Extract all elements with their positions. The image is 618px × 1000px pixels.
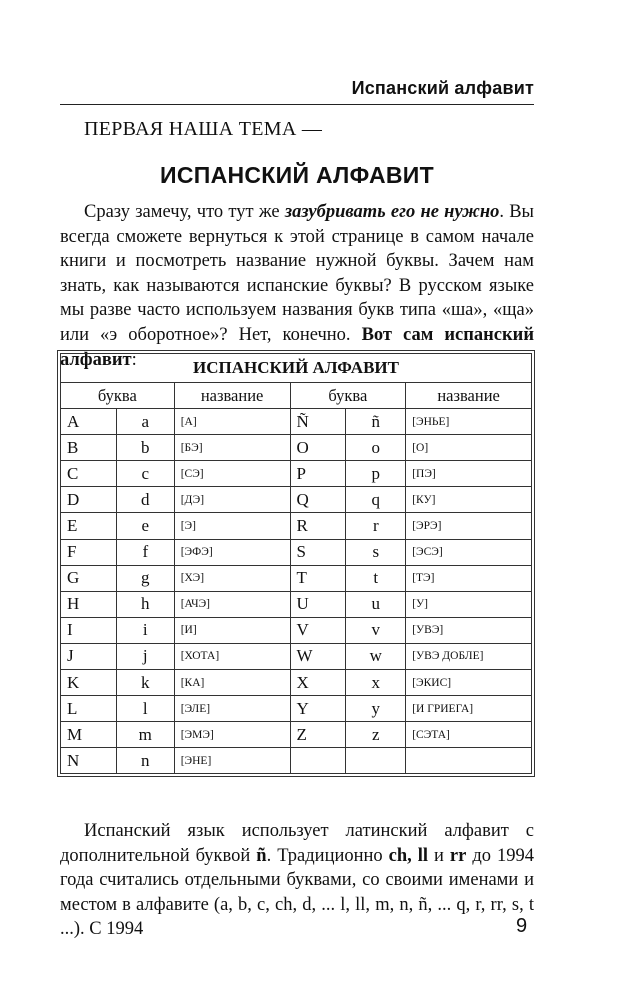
cell-lower-right: r <box>346 513 406 539</box>
cell-lower-left: b <box>116 435 174 461</box>
intro-emphasis: зазубривать его не нужно <box>284 202 500 222</box>
cell-upper-right: U <box>290 591 346 617</box>
cell-lower-left: m <box>116 722 174 748</box>
cell-upper-left: G <box>61 565 117 591</box>
running-head: Испанский алфавит <box>351 78 534 98</box>
cell-upper-left: B <box>61 435 117 461</box>
closing-text-3: и <box>428 845 450 866</box>
cell-name-right: [УВЭ] <box>406 617 532 643</box>
cell-upper-left: L <box>61 696 117 722</box>
cell-upper-right: S <box>290 539 346 565</box>
table-row <box>61 696 532 722</box>
closing-bold-rr: rr <box>449 845 467 866</box>
closing-bold-enye: ñ <box>256 845 267 866</box>
intro-text-2: . Вы всегда сможете вернуться к этой странице в самом начале книги и посмотреть название нужной буквы. Зачем нам знать, как называются испанские буквы? В русском языке мы разве часто используем названия букв типа «ша», «ща» или «э оборотное»? Нет, конечно. <box>60 202 534 345</box>
intro-text-1: Сразу замечу, что тут же <box>84 202 285 222</box>
intro-paragraph <box>60 200 534 372</box>
cell-upper-left: D <box>61 487 117 513</box>
cell-upper-left: C <box>61 461 117 487</box>
cell-name-left: [ЭЛЕ] <box>174 696 290 722</box>
cell-name-left: [ХЭ] <box>174 565 290 591</box>
cell-lower-right: ñ <box>346 409 406 435</box>
cell-upper-left: I <box>61 617 117 643</box>
cell-name-right: [ТЭ] <box>406 565 532 591</box>
cell-name-left: [СЭ] <box>174 461 290 487</box>
cell-upper-right: O <box>290 435 346 461</box>
cell-upper-left: N <box>61 748 117 774</box>
cell-lower-right: x <box>346 670 406 696</box>
alphabet-table <box>60 353 532 774</box>
cell-upper-right: R <box>290 513 346 539</box>
cell-lower-left: a <box>116 409 174 435</box>
cell-lower-left: n <box>116 748 174 774</box>
cell-lower-right: o <box>346 435 406 461</box>
cell-lower-right: s <box>346 539 406 565</box>
closing-text-2: . Традиционно <box>266 845 389 866</box>
cell-upper-left: J <box>61 643 117 669</box>
cell-upper-right: W <box>290 643 346 669</box>
cell-name-right: [О] <box>406 435 532 461</box>
page-number: 9 <box>516 915 528 937</box>
header-name-left: название <box>174 383 290 409</box>
cell-name-left: [А] <box>174 409 290 435</box>
cell-lower-left: l <box>116 696 174 722</box>
section-kicker: ПЕРВАЯ НАША ТЕМА — <box>84 118 323 140</box>
cell-name-right: [ПЭ] <box>406 461 532 487</box>
cell-upper-left: A <box>61 409 117 435</box>
closing-text-4: до 1994 года считались отдельными буквами, со своими именами и местом в алфавите (a, b, c, ch, d, ... l, ll, m, n, ñ, ... q, r, rr, s, t ...). С 1994 <box>60 845 534 940</box>
cell-upper-right: V <box>290 617 346 643</box>
cell-lower-right: z <box>346 722 406 748</box>
intro-colon: : <box>131 349 137 370</box>
cell-lower-right: t <box>346 565 406 591</box>
table-row <box>61 565 532 591</box>
cell-name-right: [КУ] <box>406 487 532 513</box>
cell-name-right: [У] <box>406 591 532 617</box>
closing-bold-ch-ll: ch, ll <box>388 845 429 866</box>
table-row <box>61 539 532 565</box>
header-divider <box>60 104 534 105</box>
cell-name-right: [ЭСЭ] <box>406 539 532 565</box>
cell-name-right <box>406 748 532 774</box>
header-letter-left: буква <box>61 383 175 409</box>
cell-upper-left: M <box>61 722 117 748</box>
table-caption: ИСПАНСКИЙ АЛФАВИТ <box>61 354 532 383</box>
cell-upper-right: P <box>290 461 346 487</box>
cell-lower-left: h <box>116 591 174 617</box>
cell-name-right: [ЭРЭ] <box>406 513 532 539</box>
table-row <box>61 643 532 669</box>
intro-bold-lead: Вот сам испанский алфавит <box>60 324 534 370</box>
cell-name-left: [ХОТА] <box>174 643 290 669</box>
cell-lower-right: p <box>346 461 406 487</box>
cell-name-right: [ЭНЬЕ] <box>406 409 532 435</box>
cell-name-left: [ЭНЕ] <box>174 748 290 774</box>
table-row <box>61 461 532 487</box>
header-letter-right: буква <box>290 383 406 409</box>
cell-upper-left: E <box>61 513 117 539</box>
cell-name-left: [ЭМЭ] <box>174 722 290 748</box>
cell-lower-left: k <box>116 670 174 696</box>
table-row <box>61 513 532 539</box>
cell-upper-left: F <box>61 539 117 565</box>
cell-upper-right: X <box>290 670 346 696</box>
table-row <box>61 409 532 435</box>
cell-name-right: [ЭКИС] <box>406 670 532 696</box>
cell-lower-left: e <box>116 513 174 539</box>
cell-upper-left: K <box>61 670 117 696</box>
table-body <box>61 409 532 774</box>
table-row <box>61 591 532 617</box>
cell-lower-left: f <box>116 539 174 565</box>
table-row <box>61 435 532 461</box>
cell-name-left: [ДЭ] <box>174 487 290 513</box>
cell-name-right: [УВЭ ДОБЛЕ] <box>406 643 532 669</box>
cell-name-left: [И] <box>174 617 290 643</box>
cell-lower-right: v <box>346 617 406 643</box>
cell-name-left: [Э] <box>174 513 290 539</box>
table-row <box>61 748 532 774</box>
cell-name-left: [АЧЭ] <box>174 591 290 617</box>
table-row <box>61 670 532 696</box>
cell-name-left: [КА] <box>174 670 290 696</box>
cell-upper-left: H <box>61 591 117 617</box>
cell-name-right: [СЭТА] <box>406 722 532 748</box>
cell-name-left: [ЭФЭ] <box>174 539 290 565</box>
cell-upper-right: Ñ <box>290 409 346 435</box>
cell-upper-right: T <box>290 565 346 591</box>
page-title: ИСПАНСКИЙ АЛФАВИТ <box>160 162 434 188</box>
cell-name-right: [И ГРИЕГА] <box>406 696 532 722</box>
cell-lower-right: y <box>346 696 406 722</box>
cell-lower-left: d <box>116 487 174 513</box>
cell-lower-left: c <box>116 461 174 487</box>
cell-lower-right: q <box>346 487 406 513</box>
cell-lower-right: w <box>346 643 406 669</box>
header-name-right: название <box>406 383 532 409</box>
cell-lower-left: g <box>116 565 174 591</box>
cell-lower-left: j <box>116 643 174 669</box>
table-row <box>61 617 532 643</box>
table-row <box>61 722 532 748</box>
cell-lower-right: u <box>346 591 406 617</box>
table-row <box>61 487 532 513</box>
cell-upper-right: Z <box>290 722 346 748</box>
cell-upper-right: Y <box>290 696 346 722</box>
cell-lower-left: i <box>116 617 174 643</box>
cell-name-left: [БЭ] <box>174 435 290 461</box>
closing-paragraph <box>60 819 534 942</box>
cell-upper-right <box>290 748 346 774</box>
closing-text-1: Испанский язык использует латинский алфавит с дополнительной буквой <box>60 821 534 866</box>
cell-upper-right: Q <box>290 487 346 513</box>
cell-lower-right <box>346 748 406 774</box>
